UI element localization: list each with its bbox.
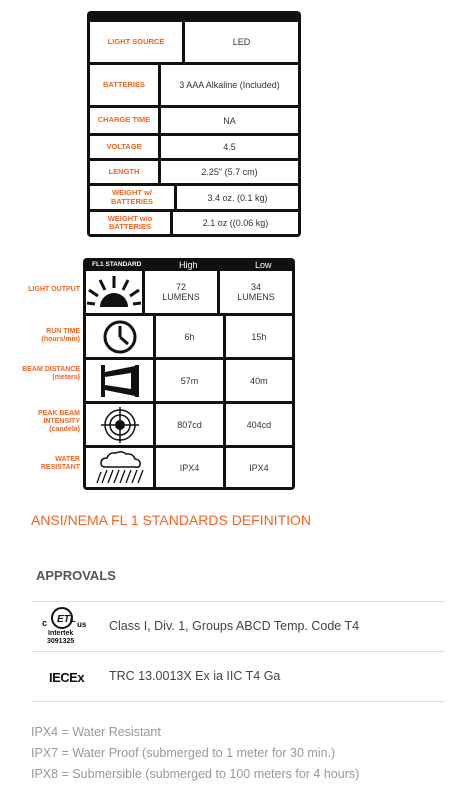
spec-row-weight-with-batteries <box>90 186 298 209</box>
spec-label: BATTERIES <box>90 65 158 105</box>
fl1-row-run-time <box>86 316 292 357</box>
fl1-high-value: 57m <box>156 360 222 401</box>
divider <box>31 701 445 702</box>
logo-number: 3091325 <box>47 638 75 645</box>
ul-intertek-logo <box>42 604 90 648</box>
fl1-low-value: IPX4 <box>226 448 292 487</box>
fl1-standard-label: FL1 STANDARD <box>92 261 142 268</box>
fl1-low-value: 15h <box>226 316 292 357</box>
spec-label: CHARGE TIME <box>90 108 158 133</box>
ip-note-ipx7: IPX7 = Water Proof (submerged to 1 meter for 30 min.) <box>31 746 336 760</box>
fl1-high-header: High <box>179 260 198 270</box>
fl1-low-value: 40m <box>226 360 292 401</box>
spec-value: 3 AAA Alkaline (Included) <box>161 65 298 105</box>
fl1-high-value: 6h <box>156 316 222 357</box>
spec-row-weight-without-batteries <box>90 212 298 234</box>
fl1-high-value: 72 LUMENS <box>145 271 217 313</box>
fl1-low-header: Low <box>255 260 272 270</box>
spec-label: VOLTAGE <box>90 136 158 158</box>
approval-iecex-text: TRC 13.0013X Ex ia IIC T4 Ga <box>109 669 281 683</box>
spec-value: 2.25" (5.7 cm) <box>161 161 298 183</box>
ansi-standards-link[interactable]: ANSI/NEMA FL 1 STANDARDS DEFINITION <box>31 512 312 528</box>
spec-label: LIGHT SOURCE <box>90 22 182 62</box>
spec-value: 4.5 <box>161 136 298 158</box>
spec-row-charge-time <box>90 108 298 133</box>
fl1-header <box>83 259 295 270</box>
iecex-logo: IECEx <box>49 670 85 685</box>
spec-row-voltage <box>90 136 298 158</box>
fl1-row-beam-distance <box>86 360 292 401</box>
spec-row-length <box>90 161 298 183</box>
fl1-row-light-output <box>86 271 292 313</box>
fl1-label-beam-distance: BEAM DISTANCE (meters) <box>22 366 80 381</box>
fl1-low-value: 404cd <box>226 404 292 445</box>
divider <box>31 651 445 652</box>
spec-label: WEIGHT w/o BATTERIES <box>90 212 170 234</box>
fl1-label-run-time: RUN TIME (hours/min) <box>41 328 80 343</box>
clock-icon <box>86 316 153 357</box>
spec-table <box>87 11 301 237</box>
ip-note-ipx8: IPX8 = Submersible (submerged to 100 meters for 4 hours) <box>31 767 360 781</box>
spec-value: NA <box>161 108 298 133</box>
spec-value: 2.1 oz ((0.06 kg) <box>173 212 298 234</box>
fl1-high-value: 807cd <box>156 404 222 445</box>
target-icon <box>86 404 153 445</box>
approvals-heading: APPROVALS <box>36 568 116 583</box>
spec-label: LENGTH <box>90 161 158 183</box>
fl1-low-value: 34 LUMENS <box>220 271 292 313</box>
spec-row-light-source <box>90 22 298 62</box>
logo-intertek-text: Intertek <box>48 630 74 637</box>
spec-label: WEIGHT w/ BATTERIES <box>90 186 174 209</box>
fl1-label-peak-beam-intensity: PEAK BEAM INTENSITY (candela) <box>37 410 80 433</box>
spec-value: 3.4 oz. (0.1 kg) <box>177 186 298 209</box>
logo-us-mark: us <box>77 620 87 629</box>
beam-distance-icon <box>86 360 153 401</box>
spec-row-batteries <box>90 65 298 105</box>
sun-rays-icon <box>86 271 142 313</box>
rain-cloud-icon <box>86 448 153 487</box>
fl1-row-peak-beam-intensity <box>86 404 292 445</box>
svg-text:ETL: ETL <box>57 614 76 625</box>
fl1-high-value: IPX4 <box>156 448 222 487</box>
fl1-label-water-resistant: WATER RESISTANT <box>40 456 80 471</box>
fl1-label-light-output: LIGHT OUTPUT <box>28 286 80 293</box>
fl1-standard-table <box>83 258 295 490</box>
fl1-row-water-resistant <box>86 448 292 487</box>
spec-value: LED <box>185 22 298 62</box>
approval-ul-text: Class I, Div. 1, Groups ABCD Temp. Code T4 <box>109 619 360 633</box>
logo-c-mark: c <box>42 618 48 628</box>
ip-note-ipx4: IPX4 = Water Resistant <box>31 725 161 739</box>
divider <box>31 601 445 602</box>
